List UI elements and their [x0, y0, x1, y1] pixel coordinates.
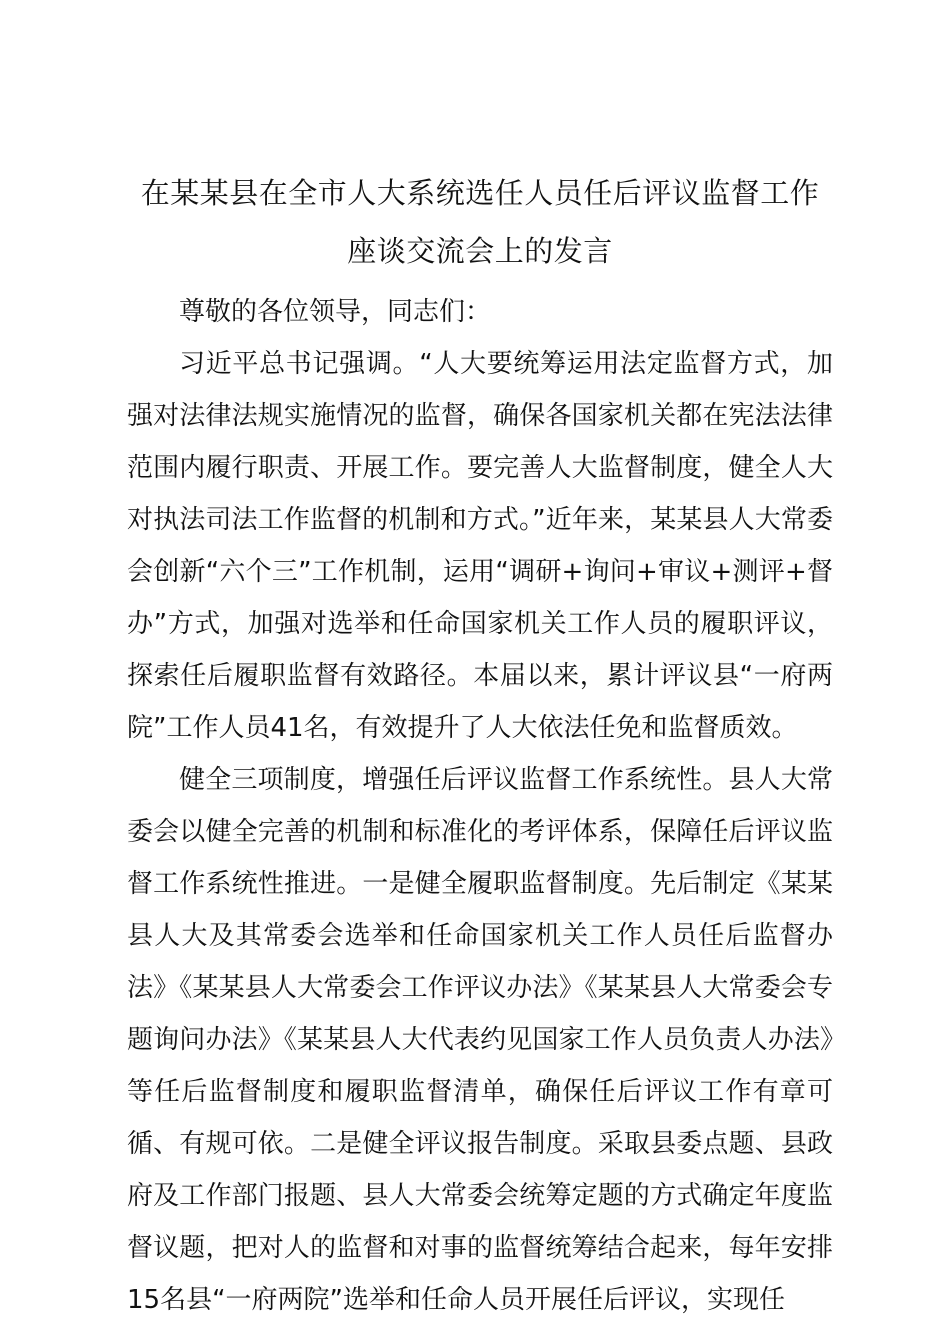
document-body [127, 164, 833, 1326]
salutation: 尊敬的各位领导，同志们： [179, 297, 492, 327]
document-title: 在某某县在全市人大系统选任人员任后评议监督工作座谈交流会上的发言 [140, 176, 820, 268]
paragraph-1: 习近平总书记强调。“人大要统筹运用法定监督方式，加强对法律法规实施情况的监督，确保各国家机关都在宪法法律范围内履行职责、开展工作。要完善人大监督制度，健全人大对执法司法工作监督的机制和方式。”近年来，某某县人大常委会创新“六个三”工作机制，运用“调研+询问+审议+测评+督办”方式，加强对选举和任命国家机关工作人员的履职评议，探索任后履职监督有效路径。本届以来，累计评议县“一府两院”工作人员41名，有效提升了人大依法任免和监督质效。 [127, 349, 833, 743]
paragraph-2: 健全三项制度，增强任后评议监督工作系统性。县人大常委会以健全完善的机制和标准化的考评体系，保障任后评议监督工作系统性推进。一是健全履职监督制度。先后制定《某某县人大及其常委会选举和任命国家机关工作人员任后监督办法》《某某县人大常委会工作评议办法》《某某县人大常委会专题询问办法》《某某县人大代表约见国家工作人员负责人办法》等任后监督制度和履职监督清单，确保任后评议工作有章可循、有规可依。二是健全评议报告制度。采取县委点题、县政府及工作部门报题、县人大常委会统筹定题的方式确定年度监督议题，把对人的监督和对事的监督统筹结合起来，每年安排15名县“一府两院”选举和任命人员开展任后评议，实现任 [127, 765, 833, 1315]
